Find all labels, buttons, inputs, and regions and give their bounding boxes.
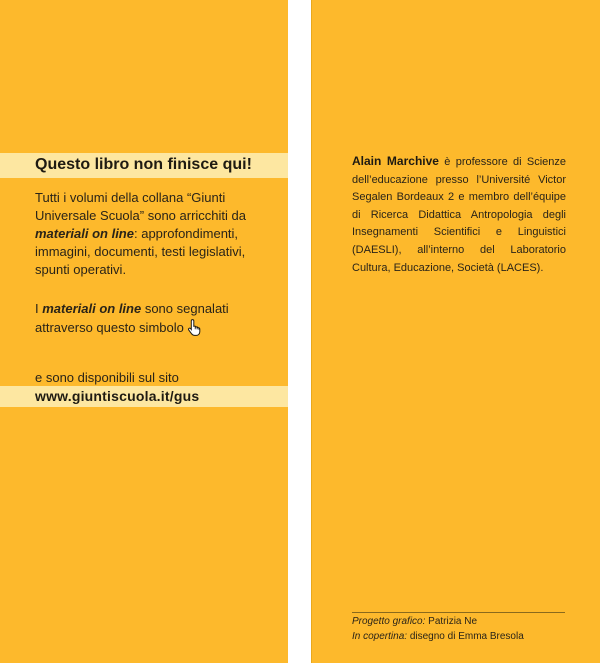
symbol-paragraph	[35, 300, 271, 337]
author-bio	[352, 153, 566, 277]
intro-emphasis: materiali on line	[35, 226, 134, 241]
credit-cover	[352, 631, 524, 642]
credit-design-value: Patrizia Ne	[425, 616, 478, 627]
right-panel	[311, 0, 600, 663]
author-bio-text: è professore di Scienze dell’educazione presso l’Université Victor Segalen Bordeaux 2 e membro dell’équipe di Ricerca Didattica Antropologia degli Insegnamenti Scientifici e Linguistici (DAESLI), all’interno del Laboratorio Cultura, Educazione, Società (LACES).	[352, 156, 567, 274]
headline: Questo libro non finisce qui!	[35, 156, 252, 173]
intro-text-1: Tutti i volumi della collana “Giunti Universale Scuola” sono arricchiti da	[35, 190, 246, 223]
credits-divider	[352, 612, 565, 613]
credit-design	[352, 616, 477, 627]
credit-design-label: Progetto grafico:	[352, 616, 426, 627]
center-gap	[288, 0, 311, 663]
intro-text-2: : approfondimenti, immagini, documenti, testi legislativi, spunti operativi.	[35, 226, 246, 277]
symbol-text-1: I	[35, 301, 43, 316]
credit-cover-label: In copertina:	[352, 631, 408, 642]
pointing-hand-icon	[186, 318, 204, 336]
symbol-emphasis: materiali on line	[42, 301, 142, 316]
author-name: Alain Marchive	[352, 154, 439, 168]
intro-paragraph	[35, 189, 271, 279]
symbol-text-2: sono segnalati attraverso questo simbolo	[35, 301, 229, 335]
website-link[interactable]: www.giuntiscuola.it/gus	[35, 388, 200, 404]
credit-cover-value: disegno di Emma Bresola	[407, 631, 524, 642]
availability-text: e sono disponibili sul sito	[35, 370, 179, 385]
